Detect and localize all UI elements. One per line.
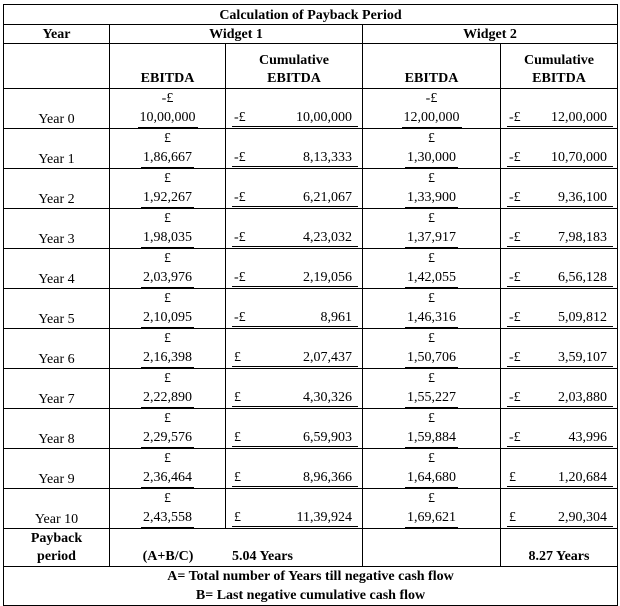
w2-ebitda-value: 1,59,884	[407, 430, 456, 445]
w2-ebitda-cell	[363, 169, 501, 209]
w2-ebitda-sign: £	[428, 291, 435, 306]
w1-cumulative-sign: -£	[234, 270, 246, 285]
w2-cumulative-value: 10,70,000	[551, 150, 608, 165]
w1-ebitda-value: 2,43,558	[143, 510, 192, 525]
w1-cumulative-sign: £	[234, 390, 241, 405]
table-row	[4, 449, 618, 489]
w1-cumulative-underline	[232, 286, 358, 287]
table-row	[4, 329, 618, 369]
payback-table	[3, 4, 618, 606]
w1-cumulative-sign: -£	[234, 190, 246, 205]
w2-ebitda-stack	[402, 89, 462, 128]
w2-ebitda-value: 1,50,706	[407, 350, 456, 365]
year-subheader-blank	[4, 44, 110, 89]
w1-ebitda-sign: £	[164, 211, 171, 226]
w2-cumulative-value: 3,59,107	[558, 350, 608, 365]
w1-ebitda-value: 2,10,095	[143, 310, 192, 325]
w2-cumulative-underline	[507, 166, 613, 167]
w2-cumulative-sign: -£	[509, 310, 521, 325]
w1-ebitda-sign: £	[164, 451, 171, 466]
w1-ebitda-stack	[141, 489, 194, 528]
widget1-header: Widget 1	[110, 25, 363, 44]
year-cell: Year 8	[4, 409, 110, 449]
w2-ebitda-value: 1,37,917	[407, 230, 456, 245]
table-row	[4, 409, 618, 449]
w1-cumulative-value: 6,59,903	[303, 430, 352, 445]
w2-ebitda-cell	[363, 289, 501, 329]
w2-ebitda-stack	[405, 129, 458, 168]
w1-cumulative-value: 4,30,326	[303, 390, 352, 405]
w1-ebitda-sign: £	[164, 251, 171, 266]
w2-cumulative-sign: -£	[509, 350, 521, 365]
w1-ebitda-cell	[110, 129, 226, 169]
w1-cumulative-sign: £	[234, 470, 241, 485]
table-row	[4, 289, 618, 329]
w2-ebitda-cell	[363, 369, 501, 409]
table-title: Calculation of Payback Period	[4, 5, 618, 25]
w1-cumulative-underline	[232, 526, 358, 527]
w2-cumulative-underline	[507, 486, 613, 487]
w2-cumulative-cell	[501, 169, 618, 209]
w2-cumulative-cell	[501, 369, 618, 409]
note-a: A= Total number of Years till negative cash flow	[167, 569, 454, 584]
payback-label-line1: Payback	[30, 531, 83, 546]
w1-cumulative-sign: £	[234, 510, 241, 525]
w2-cumulative-underline	[507, 406, 613, 407]
w2-ebitda-value: 1,30,000	[407, 150, 456, 165]
w1-cumulative-sign: -£	[234, 150, 246, 165]
w1-cumulative-value: 2,19,056	[303, 270, 352, 285]
w2-ebitda-stack	[405, 449, 458, 488]
payback-formula: (A+B/C)	[142, 549, 194, 564]
w1-ebitda-cell	[110, 289, 226, 329]
w2-cumulative-header-line1: Cumulative	[524, 53, 595, 68]
w1-ebitda-stack	[141, 289, 194, 328]
w1-cumulative-value: 8,961	[320, 310, 352, 325]
table-row	[4, 489, 618, 529]
w2-ebitda-value: 1,46,316	[407, 310, 456, 325]
w1-ebitda-cell	[110, 169, 226, 209]
w2-cumulative-value: 7,98,183	[558, 230, 608, 245]
w2-ebitda-stack	[405, 409, 458, 448]
w1-ebitda-sign: £	[164, 291, 171, 306]
note-b: B= Last negative cumulative cash flow	[195, 588, 426, 603]
w2-ebitda-value: 1,33,900	[407, 190, 456, 205]
w1-payback-cell	[110, 529, 363, 567]
w1-ebitda-value: 10,00,000	[139, 110, 196, 125]
w2-cumulative-sign: -£	[509, 430, 521, 445]
notes-row	[4, 567, 618, 606]
w1-cumulative-header-line1: Cumulative	[259, 53, 329, 68]
w1-cumulative-cell	[226, 369, 363, 409]
w2-ebitda-cell	[363, 129, 501, 169]
w1-ebitda-value: 2,22,890	[143, 390, 192, 405]
w2-ebitda-cell	[363, 209, 501, 249]
w1-cumulative-value: 2,07,437	[303, 350, 352, 365]
w1-cumulative-value: 8,96,366	[303, 470, 352, 485]
w2-cumulative-value: 12,00,000	[551, 110, 608, 125]
w1-cumulative-underline	[232, 126, 358, 127]
w1-cumulative-sign: -£	[234, 110, 246, 125]
w2-ebitda-sign: £	[428, 211, 435, 226]
w2-cumulative-cell	[501, 289, 618, 329]
w2-cumulative-value: 2,90,304	[558, 510, 608, 525]
w2-cumulative-underline	[507, 206, 613, 207]
w1-ebitda-value: 1,86,667	[143, 150, 192, 165]
w1-ebitda-cell	[110, 409, 226, 449]
w1-ebitda-sign: £	[164, 331, 171, 346]
table-row	[4, 169, 618, 209]
table-row	[4, 89, 618, 129]
w2-ebitda-sign: £	[428, 451, 435, 466]
w2-ebitda-sign: -£	[425, 91, 438, 106]
w2-ebitda-cell	[363, 449, 501, 489]
w1-cumulative-cell	[226, 89, 363, 129]
w1-ebitda-value: 2,36,464	[143, 470, 192, 485]
w2-cumulative-underline	[507, 286, 613, 287]
w1-cumulative-cell	[226, 449, 363, 489]
w1-ebitda-stack	[141, 169, 194, 208]
w2-cumulative-value: 2,03,880	[558, 390, 608, 405]
w2-cumulative-underline	[507, 326, 613, 327]
w2-ebitda-stack	[405, 329, 458, 368]
w1-cumulative-cell	[226, 129, 363, 169]
w2-ebitda-sign: £	[428, 491, 435, 506]
w1-ebitda-stack	[138, 89, 198, 128]
w2-cumulative-underline	[507, 126, 613, 127]
w2-ebitda-value: 1,42,055	[407, 270, 456, 285]
w1-cumulative-underline	[232, 486, 358, 487]
w1-ebitda-value: 2,16,398	[143, 350, 192, 365]
w2-cumulative-sign: £	[509, 510, 516, 525]
w2-cumulative-value: 9,36,100	[558, 190, 608, 205]
w2-cumulative-cell	[501, 329, 618, 369]
w2-cumulative-cell	[501, 489, 618, 529]
w2-ebitda-value: 12,00,000	[403, 110, 460, 125]
w1-cumulative-cell	[226, 169, 363, 209]
w1-ebitda-stack	[141, 449, 194, 488]
w2-cumulative-cell	[501, 129, 618, 169]
w1-ebitda-cell	[110, 449, 226, 489]
w1-cumulative-header	[226, 44, 363, 89]
w1-cumulative-value: 11,39,924	[296, 510, 352, 525]
payback-label-line2: period	[37, 549, 76, 564]
w1-ebitda-sign: £	[164, 491, 171, 506]
w2-cumulative-underline	[507, 246, 613, 247]
w2-ebitda-sign: £	[428, 331, 435, 346]
w1-cumulative-sign: £	[234, 350, 241, 365]
w2-cumulative-value: 5,09,812	[558, 310, 608, 325]
w1-cumulative-value: 8,13,333	[303, 150, 352, 165]
w2-ebitda-cell	[363, 249, 501, 289]
table-row	[4, 129, 618, 169]
w2-ebitda-stack	[405, 249, 458, 288]
w1-cumulative-underline	[232, 206, 358, 207]
w1-ebitda-stack	[141, 209, 194, 248]
w2-cumulative-underline	[507, 446, 613, 447]
w1-ebitda-value: 1,92,267	[143, 190, 192, 205]
w2-cumulative-sign: -£	[509, 230, 521, 245]
w2-cumulative-cell	[501, 89, 618, 129]
w2-ebitda-sign: £	[428, 411, 435, 426]
w1-cumulative-header-line2: EBITDA	[267, 71, 321, 86]
w1-ebitda-header: EBITDA	[110, 44, 226, 89]
w2-cumulative-header-line2: EBITDA	[532, 71, 586, 86]
w1-cumulative-cell	[226, 329, 363, 369]
w2-ebitda-sign: £	[428, 131, 435, 146]
w2-cumulative-header	[501, 44, 618, 89]
w1-ebitda-stack	[141, 369, 194, 408]
w1-ebitda-value: 1,98,035	[143, 230, 192, 245]
w2-cumulative-cell	[501, 209, 618, 249]
w2-ebitda-cell	[363, 329, 501, 369]
year-cell: Year 2	[4, 169, 110, 209]
w1-cumulative-value: 10,00,000	[296, 110, 352, 125]
w1-cumulative-cell	[226, 209, 363, 249]
w2-ebitda-stack	[405, 489, 458, 528]
w1-ebitda-stack	[141, 249, 194, 288]
w2-ebitda-stack	[405, 289, 458, 328]
w2-payback-years: 8.27 Years	[501, 529, 618, 567]
w1-ebitda-stack	[141, 329, 194, 368]
w1-ebitda-stack	[141, 129, 194, 168]
year-cell: Year 1	[4, 129, 110, 169]
w2-cumulative-value: 6,56,128	[558, 270, 608, 285]
w1-ebitda-cell	[110, 369, 226, 409]
w2-ebitda-cell	[363, 489, 501, 529]
w2-ebitda-stack	[405, 209, 458, 248]
w1-cumulative-underline	[232, 446, 358, 447]
w1-cumulative-value: 4,23,032	[303, 230, 352, 245]
w2-cumulative-sign: -£	[509, 190, 521, 205]
w1-cumulative-cell	[226, 489, 363, 529]
w2-cumulative-value: 1,20,684	[558, 470, 608, 485]
w2-ebitda-sign: £	[428, 171, 435, 186]
widget2-header: Widget 2	[363, 25, 618, 44]
w2-ebitda-cell	[363, 89, 501, 129]
w2-ebitda-sign: £	[428, 251, 435, 266]
w1-cumulative-value: 6,21,067	[303, 190, 352, 205]
w1-ebitda-sign: £	[164, 131, 171, 146]
w1-ebitda-stack	[141, 409, 194, 448]
w1-ebitda-cell	[110, 249, 226, 289]
payback-label	[4, 529, 110, 567]
w2-cumulative-sign: -£	[509, 390, 521, 405]
w2-cumulative-underline	[507, 366, 613, 367]
w2-ebitda-stack	[405, 169, 458, 208]
w2-ebitda-value: 1,55,227	[407, 390, 456, 405]
year-cell: Year 10	[4, 489, 110, 529]
w1-cumulative-underline	[232, 366, 358, 367]
year-cell: Year 9	[4, 449, 110, 489]
w1-cumulative-cell	[226, 409, 363, 449]
w1-ebitda-cell	[110, 89, 226, 129]
w2-ebitda-value: 1,69,621	[407, 510, 456, 525]
w2-cumulative-cell	[501, 449, 618, 489]
w1-cumulative-sign: £	[234, 430, 241, 445]
table-row	[4, 249, 618, 289]
w2-ebitda-stack	[405, 369, 458, 408]
w2-ebitda-cell	[363, 409, 501, 449]
w1-ebitda-value: 2,03,976	[143, 270, 192, 285]
w1-cumulative-underline	[232, 326, 358, 327]
w1-cumulative-underline	[232, 246, 358, 247]
payback-row	[4, 529, 618, 567]
w1-cumulative-sign: -£	[234, 230, 246, 245]
w2-cumulative-sign: -£	[509, 110, 521, 125]
w1-ebitda-sign: £	[164, 411, 171, 426]
w1-cumulative-cell	[226, 289, 363, 329]
w1-cumulative-underline	[232, 406, 358, 407]
w1-cumulative-underline	[232, 166, 358, 167]
w1-ebitda-value: 2,29,576	[143, 430, 192, 445]
w2-cumulative-sign: £	[509, 470, 516, 485]
w1-payback-years: 5.04 Years	[232, 549, 293, 564]
w2-ebitda-header: EBITDA	[363, 44, 501, 89]
table-row	[4, 369, 618, 409]
year-cell: Year 7	[4, 369, 110, 409]
w1-ebitda-cell	[110, 209, 226, 249]
year-header: Year	[4, 25, 110, 44]
w2-cumulative-sign: -£	[509, 270, 521, 285]
w2-cumulative-sign: -£	[509, 150, 521, 165]
column-header-row	[4, 44, 618, 89]
table-row	[4, 209, 618, 249]
w2-payback-blank	[363, 529, 501, 567]
group-header-row	[4, 25, 618, 44]
w1-ebitda-sign: £	[164, 171, 171, 186]
w1-ebitda-sign: £	[164, 371, 171, 386]
w1-cumulative-cell	[226, 249, 363, 289]
year-cell: Year 6	[4, 329, 110, 369]
w2-cumulative-value: 43,996	[568, 430, 608, 445]
w2-cumulative-cell	[501, 249, 618, 289]
year-cell: Year 0	[4, 89, 110, 129]
year-cell: Year 3	[4, 209, 110, 249]
notes-cell	[4, 567, 618, 606]
w1-ebitda-cell	[110, 489, 226, 529]
year-cell: Year 4	[4, 249, 110, 289]
w2-cumulative-cell	[501, 409, 618, 449]
w2-ebitda-value: 1,64,680	[407, 470, 456, 485]
title-row	[4, 5, 618, 25]
year-cell: Year 5	[4, 289, 110, 329]
w1-ebitda-cell	[110, 329, 226, 369]
w1-ebitda-sign: -£	[161, 91, 174, 106]
w2-ebitda-sign: £	[428, 371, 435, 386]
w1-cumulative-sign: -£	[234, 310, 246, 325]
w2-cumulative-underline	[507, 526, 613, 527]
